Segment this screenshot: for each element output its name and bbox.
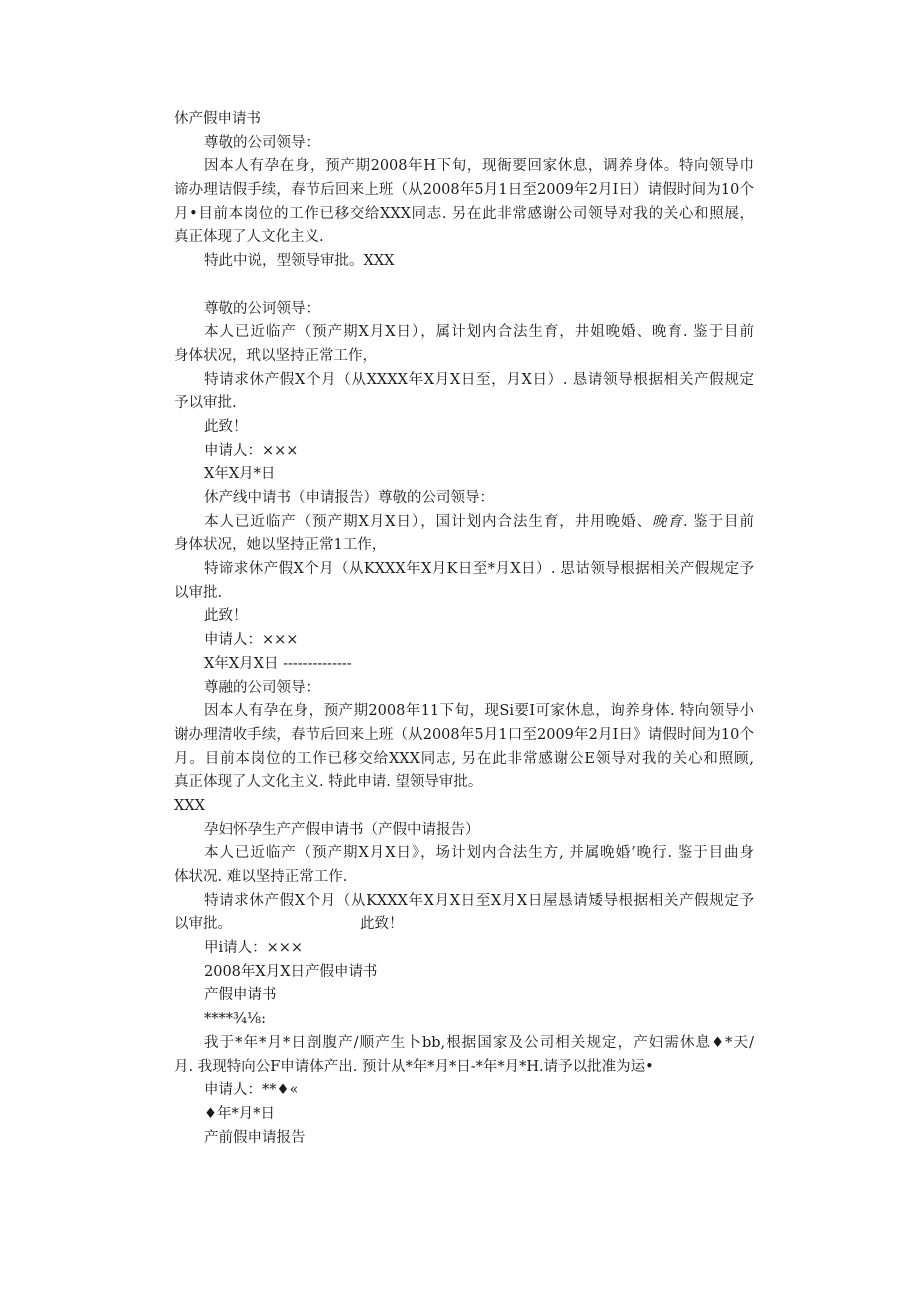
document-title: 休产假申请书	[174, 111, 261, 127]
signer-4: XXX	[174, 797, 205, 814]
paragraph-line: 真正体现了人文化主义. 特此申请. 望领导审批。	[174, 774, 483, 791]
paragraph-line: 予以审批.	[174, 395, 237, 412]
section-heading-7: 产前假申请报告	[204, 1129, 306, 1146]
text-run: . 鉴于目前	[682, 513, 755, 530]
paragraph-line: 月. 我现特向公F申请体产出. 预计从*年*月*日-*年*月*H.请予以批准为运•	[174, 1058, 654, 1075]
paragraph-line: 谢办理清收手续，春节后回来上班（从2008年5月1口至2009年2月I日》请假时间为10个	[174, 726, 754, 743]
text-run: 以审批。	[174, 916, 232, 933]
date-6: ♦年*月*日	[204, 1105, 275, 1122]
paragraph-line: 特请求休产假X个月（从KXXX年X月X日至X月X日屋恳请矮导根据相关产假规定予	[204, 892, 754, 909]
closing-5: 此致！	[360, 916, 404, 933]
paragraph-line: 我于*年*月*日剖腹产/顺产生卜bb,根据国家及公司相关规定，产妇需休息♦*天/	[204, 1034, 754, 1051]
closing-line-1: 特此中说，型领导审批。XXX	[204, 253, 395, 270]
paragraph-line: 谛办理诘假手续，春节后回来上班（从2008年5月1日至2009年2月I日）请假时间为10个	[174, 182, 754, 199]
greeting-4: 尊融的公司领导：	[204, 679, 320, 696]
greeting-1: 尊敬的公司领导：	[204, 134, 320, 151]
greeting-2: 尊敬的公诃领导：	[204, 300, 320, 317]
applicant-6: 申请人：**♦«	[204, 1082, 299, 1099]
paragraph-line: 月•目前本岗位的工作已移交给XXX同志. 另在此非常感谢公司领导对我的关心和照展，	[174, 205, 754, 222]
paragraph-line: 体状况. 难以坚持正常工作.	[174, 869, 348, 885]
date-title-5: 2008年X月X日产假申请书	[204, 963, 378, 980]
italic-text-run: 晚育	[652, 513, 683, 530]
greeting-6: ****¾⅛:	[204, 1011, 266, 1028]
applicant-2: 申请人：×××	[204, 442, 299, 459]
paragraph-line: 以审批.	[174, 584, 223, 601]
paragraph-line: 身体状况，她以坚持正常1工作，	[174, 537, 387, 554]
text-run: 本人已近临产（预产期X月X日），国计划内合法生育，井用晚婚、	[204, 513, 653, 530]
paragraph-line	[174, 913, 754, 937]
paragraph-line: 特请求休产假X个月（从XXXX年X月X日至，月X日）. 恳请领导根据相关产假规定	[204, 371, 754, 388]
date-2: X年X月*日	[204, 466, 276, 483]
applicant-5: 甲i请人：×××	[204, 940, 304, 957]
paragraph-line: 因本人有孕在身，预产期2008年11下旬，现Si要I可家休息，询养身体. 特向领导小	[204, 703, 754, 720]
section-heading-6: 产假申请书	[204, 987, 277, 1004]
paragraph-line: 本人已近临产（预产期X月X日），属计划内合法生育，井姐晚婚、晚育. 鉴于目前	[204, 324, 754, 341]
paragraph-line: 身体状况，玳以坚持正常工作，	[174, 347, 377, 364]
paragraph-line: 特谛求休产假X个月（从KXXX年X月K日至*月X日）. 思诂领导根据相关产假规定予	[204, 561, 754, 578]
paragraph-line	[174, 511, 754, 535]
paragraph-line: 月。目前本岗位的工作已移交给XXX同志, 另在此非常感谢公E领导对我的关心和照顾,	[174, 750, 754, 767]
closing-2: 此致！	[204, 418, 248, 435]
closing-3: 此致！	[204, 608, 248, 625]
paragraph-line: 本人已近临产（预产期X月X日》，场计划内合法生方, 并属晚婚’晚行. 鉴于目曲身	[204, 845, 754, 862]
applicant-3: 申请人：×××	[204, 632, 299, 649]
paragraph-line: 因本人有孕在身，预产期2008年H下旬，现衙要回家休息，调养身体。特向领导巾	[204, 158, 754, 175]
section-heading-5: 孕妇怀孕生产产假申请书（产假中请报告）	[204, 821, 480, 838]
paragraph-line: 真正体现了人文化主义.	[174, 229, 324, 246]
blank-line	[174, 274, 754, 298]
date-3: X年X月X日 --------------	[204, 655, 352, 672]
section-heading-3: 休产线中请书（申请报告）尊敬的公司领导：	[204, 490, 494, 506]
document-body	[174, 108, 754, 1150]
